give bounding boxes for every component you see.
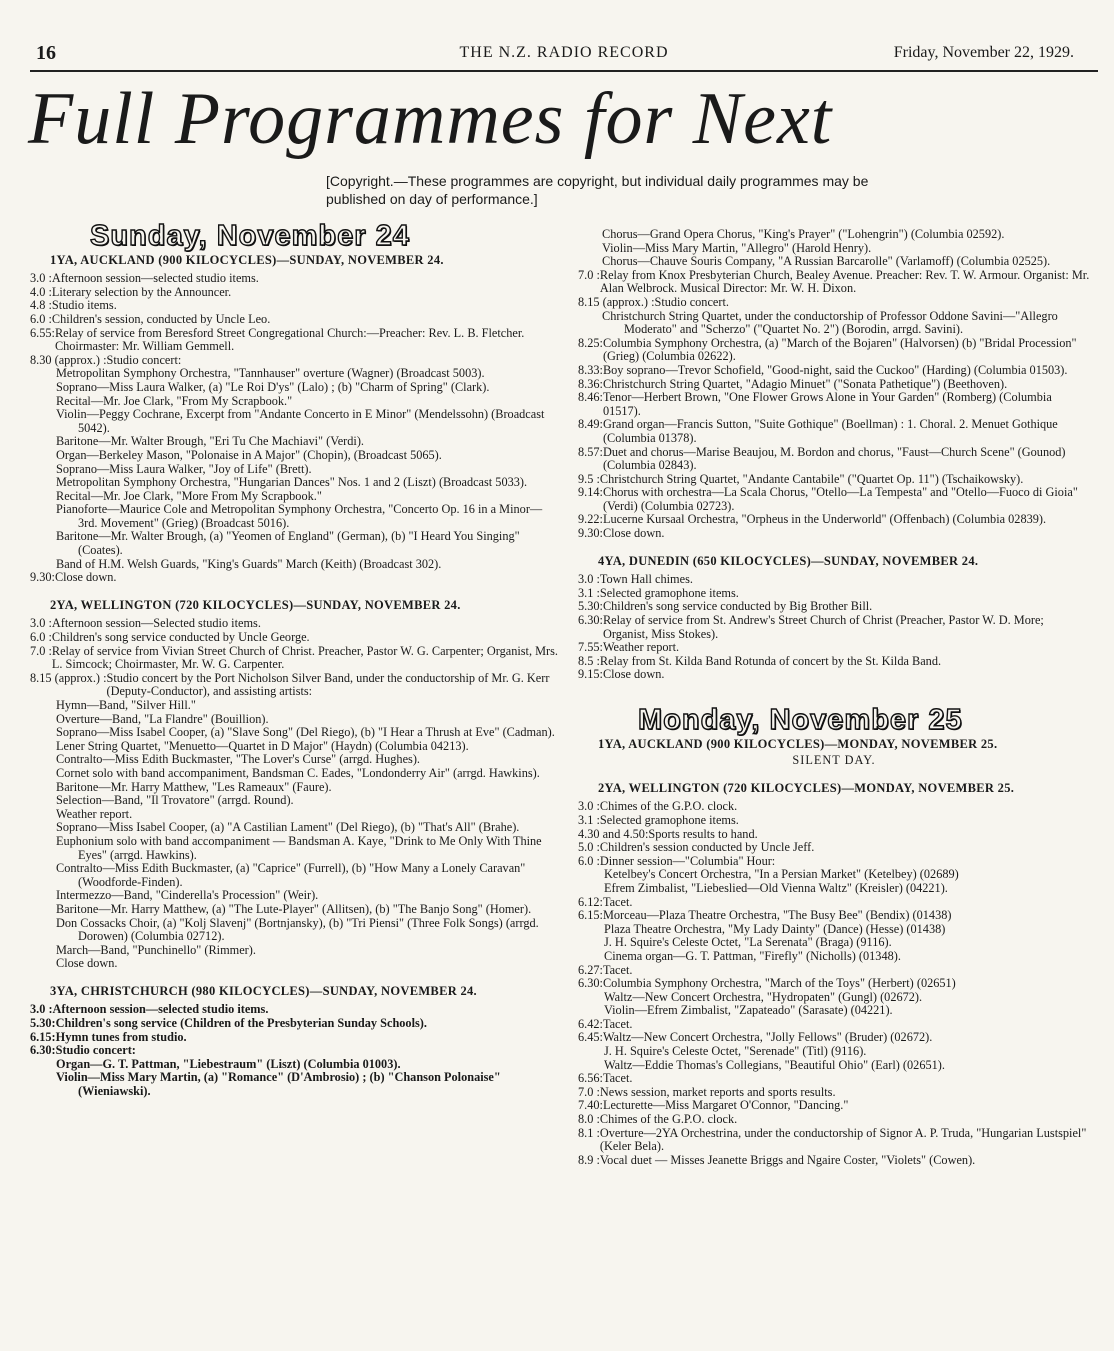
schedule-entry: 8.15 (approx.) : Studio concert. bbox=[578, 294, 729, 309]
schedule-entry: 6.30: Studio concert: bbox=[30, 1043, 136, 1058]
schedule-entry: 5.30: Children's song service (Children of the Presbyterian Sunday Schools). bbox=[30, 1016, 427, 1031]
programme-item: J. H. Squire's Celeste Octet, "Serenade" (Titl) (9116). bbox=[604, 1044, 867, 1059]
programme-item: Recital—Mr. Joe Clark, "More From My Scrapbook." bbox=[56, 488, 322, 503]
schedule-entry: 8.36: Christchurch String Quartet, "Adagio Minuet" ("Sonata Pathetique") (Beethoven). bbox=[578, 376, 1008, 391]
schedule-3ya-sunday-continued bbox=[578, 228, 1090, 541]
programme-item: Intermezzo—Band, "Cinderella's Procession" (Weir). bbox=[56, 888, 319, 903]
programme-item: Chorus—Chauve Souris Company, "A Russian Barcarolle" (Varlamoff) (Columbia 02525). bbox=[602, 254, 1051, 269]
schedule-entry: 8.9 : Vocal duet — Misses Jeanette Briggs and Ngaire Coster, "Violets" (Cowen). bbox=[578, 1152, 976, 1167]
schedule-entry: 8.57: Duet and chorus—Marise Beaujou, M. Bordon and chorus, "Faust—Church Scene" (Gounod) (Columbia 02843). bbox=[578, 444, 1066, 473]
programme-item: Euphonium solo with band accompaniment — Bandsman A. Kaye, "Drink to Me Only With Thine Eyes" (arrgd. Hawkins). bbox=[56, 833, 542, 862]
station-heading-3ya-sunday: 3YA, CHRISTCHURCH (980 KILOCYCLES)—SUNDAY, NOVEMBER 24. bbox=[50, 983, 477, 998]
schedule-entry: 3.0 : Town Hall chimes. bbox=[578, 572, 693, 587]
schedule-entry: 9.30: Close down. bbox=[30, 570, 117, 585]
schedule-entry: 6.0 : Children's song service conducted by Uncle George. bbox=[30, 630, 310, 645]
programme-item: Weather report. bbox=[56, 806, 133, 821]
schedule-entry: 8.33: Boy soprano—Trevor Schofield, "Good-night, said the Cuckoo" (Harding) (Columbia 01503). bbox=[578, 362, 1068, 377]
programme-item: Chorus—Grand Opera Chorus, "King's Prayer" ("Lohengrin") (Columbia 02592). bbox=[602, 227, 1005, 241]
schedule-2ya-sunday bbox=[30, 617, 560, 970]
programme-item: Metropolitan Symphony Orchestra, "Hungarian Dances" Nos. 1 and 2 (Liszt) (Broadcast 5033). bbox=[56, 475, 528, 490]
schedule-entry: 4.8 : Studio items. bbox=[30, 298, 117, 313]
schedule-entry: 9.5 : Christchurch String Quartet, "Andante Cantabile" ("Quartet Op. 11") (Tschaikowsky). bbox=[578, 471, 1024, 486]
schedule-4ya-sunday bbox=[578, 573, 1090, 682]
schedule-entry: 8.49: Grand organ—Francis Sutton, "Suite Gothique" (Boellman) : 1. Choral. 2. Menuet Gothique (Columbia 01378). bbox=[578, 417, 1058, 445]
programme-item: Baritone—Mr. Harry Matthew, (a) "The Lute-Player" (Allitsen), (b) "The Banjo Song" (Homer). bbox=[56, 901, 532, 916]
schedule-entry: 6.30: Relay of service from St. Andrew's Street Church of Christ (Preacher, Pastor W. D. More; Organist, Miss Stokes). bbox=[578, 613, 1044, 641]
programme-item: Cinema organ—G. T. Pattman, "Firefly" (Nicholls) (01348). bbox=[604, 948, 901, 963]
schedule-entry: 4.0 : Literary selection by the Announcer. bbox=[30, 284, 232, 299]
programme-item: Violin—Efrem Zimbalist, "Zapateado" (Sarasate) (04221). bbox=[604, 1003, 893, 1018]
programme-item: Baritone—Mr. Harry Matthew, "Les Rameaux" (Faure). bbox=[56, 779, 332, 794]
programme-item: Christchurch String Quartet, under the conductorship of Professor Oddone Savini—"Allegro Moderato" and "Scherzo" ("Quartet No. 2") (Borodin, arrgd. Savini). bbox=[602, 308, 1058, 337]
programme-item: Baritone—Mr. Walter Brough, "Eri Tu Che Machiavi" (Verdi). bbox=[56, 434, 365, 449]
schedule-entry: 9.14: Chorus with orchestra—La Scala Chorus, "Otello—La Tempesta" and "Otello—Fuoco di Gioia" (Verdi) (Columbia 02723). bbox=[578, 485, 1078, 513]
programme-item: Violin—Miss Mary Martin, (a) "Romance" (D'Ambrosio) ; (b) "Chanson Polonaise" (Wieniawski). bbox=[56, 1070, 501, 1099]
programme-item: Lener String Quartet, "Menuetto—Quartet in D Major" (Haydn) (Columbia 04213). bbox=[56, 738, 469, 753]
station-heading-2ya-sunday: 2YA, WELLINGTON (720 KILOCYCLES)—SUNDAY, NOVEMBER 24. bbox=[50, 597, 461, 612]
programme-item: Baritone—Mr. Walter Brough, (a) "Yeomen of England" (German), (b) "I Heard You Singing" (Coates). bbox=[56, 529, 520, 558]
schedule-entry: 3.0 : Afternoon session—Selected studio items. bbox=[30, 616, 261, 631]
programme-item: Waltz—New Concert Orchestra, "Hydropaten" (Gungl) (02672). bbox=[604, 989, 923, 1004]
schedule-entry: 8.46: Tenor—Herbert Brown, "One Flower Grows Alone in Your Garden" (Romberg) (Columbia 01517). bbox=[578, 390, 1052, 418]
programme-item: J. H. Squire's Celeste Octet, "La Serenata" (Braga) (9116). bbox=[604, 935, 892, 950]
schedule-entry: 5.30: Children's song service conducted by Big Brother Bill. bbox=[578, 599, 873, 614]
schedule-entry: 6.42: Tacet. bbox=[578, 1016, 633, 1031]
schedule-entry: 8.1 : Overture—2YA Orchestrina, under the conductorship of Signor A. P. Truda, "Hungarian Lustspiel" (Keler Bela). bbox=[578, 1125, 1087, 1154]
programme-item: Violin—Peggy Cochrane, Excerpt from "Andante Concerto in E Minor" (Mendelssohn) (Broadcast 5042). bbox=[56, 407, 545, 435]
programme-item: Band of H.M. Welsh Guards, "King's Guards" March (Keith) (Broadcast 302). bbox=[56, 556, 442, 571]
programme-item: Soprano—Miss Laura Walker, "Joy of Life" (Brett). bbox=[56, 461, 312, 476]
schedule-entry: 6.45: Waltz—New Concert Orchestra, "Jolly Fellows" (Bruder) (02672). bbox=[578, 1030, 933, 1045]
sunday-title: Sunday, November 24 bbox=[90, 220, 410, 252]
programme-item: Recital—Mr. Joe Clark, "From My Scrapbook." bbox=[56, 393, 293, 408]
right-column bbox=[578, 228, 1090, 1167]
schedule-entry: 3.1 : Selected gramophone items. bbox=[578, 585, 739, 600]
programme-item: Overture—Band, "La Flandre" (Bouillion). bbox=[56, 711, 269, 726]
schedule-entry: 8.0 : Chimes of the G.P.O. clock. bbox=[578, 1112, 738, 1127]
schedule-entry: 7.0 : Relay of service from Vivian Street Church of Christ. Preacher, Pastor W. G. Carpenter; Organist, Mrs. L. Simcock; Choirmaster, Mr. W. G. Carpenter. bbox=[30, 643, 559, 672]
masthead bbox=[30, 42, 1098, 72]
schedule-entry: 7.0 : Relay from Knox Presbyterian Church, Bealey Avenue. Preacher: Rev. T. W. Armour. Organist: Mr. Alan Welbrock. Musical Director: Mr. W. H. Dixon. bbox=[578, 267, 1090, 296]
schedule-entry: 8.25: Columbia Symphony Orchestra, (a) "March of the Bojaren" (Halvorsen) (b) "Bridal Procession" (Grieg) (Columbia 02622). bbox=[578, 335, 1077, 364]
issue-date: Friday, November 22, 1929. bbox=[893, 44, 1074, 61]
programme-item: Metropolitan Symphony Orchestra, "Tannhauser" overture (Wagner) (Broadcast 5003). bbox=[56, 366, 485, 381]
station-heading-1ya-monday: 1YA, AUCKLAND (900 KILOCYCLES)—MONDAY, NOVEMBER 25. bbox=[598, 736, 998, 751]
programme-item: Contralto—Miss Edith Buckmaster, (a) "Caprice" (Furrell), (b) "How Many a Lonely Caravan" (Woodforde-Finden). bbox=[56, 861, 526, 889]
programme-item: Efrem Zimbalist, "Liebeslied—Old Vienna Waltz" (Kreisler) (04221). bbox=[604, 880, 948, 895]
programme-item: Organ—Berkeley Mason, "Polonaise in A Major" (Chopin), (Broadcast 5065). bbox=[56, 447, 442, 462]
schedule-3ya-sunday bbox=[30, 1003, 560, 1098]
programme-item: Soprano—Miss Isabel Cooper, (a) "A Castilian Lament" (Del Riego), (b) "That's All" (Brahe). bbox=[56, 820, 520, 835]
schedule-entry: 9.15: Close down. bbox=[578, 667, 665, 682]
programme-item: Selection—Band, "Il Trovatore" (arrgd. Round). bbox=[56, 793, 294, 808]
schedule-entry: 7.40: Lecturette—Miss Margaret O'Connor, "Dancing." bbox=[578, 1098, 849, 1113]
schedule-entry: 4.30 and 4.50: Sports results to hand. bbox=[578, 826, 758, 841]
programme-item: Waltz—Eddie Thomas's Collegians, "Beautiful Ohio" (Earl) (02651). bbox=[604, 1057, 945, 1072]
publication-title: THE N.Z. RADIO RECORD bbox=[459, 44, 669, 61]
left-column bbox=[30, 220, 560, 1099]
schedule-entry: 3.1 : Selected gramophone items. bbox=[578, 812, 739, 827]
programme-item: Plaza Theatre Orchestra, "My Lady Dainty" (Dance) (Hesse) (01438) bbox=[604, 921, 946, 936]
schedule-1ya-sunday bbox=[30, 272, 560, 585]
programme-item: Contralto—Miss Edith Buckmaster, "The Lover's Curse" (arrgd. Hughes). bbox=[56, 752, 420, 767]
station-heading-4ya-sunday: 4YA, DUNEDIN (650 KILOCYCLES)—SUNDAY, NOVEMBER 24. bbox=[598, 553, 979, 568]
schedule-entry: 7.0 : News session, market reports and sports results. bbox=[578, 1084, 836, 1099]
schedule-entry: 6.12: Tacet. bbox=[578, 894, 633, 909]
schedule-entry: 9.22: Lucerne Kursaal Orchestra, "Orpheus in the Underworld" (Offenbach) (Columbia 02839). bbox=[578, 512, 1047, 527]
schedule-entry: 3.0 : Afternoon session—selected studio items. bbox=[30, 271, 259, 286]
programme-item: Organ—G. T. Pattman, "Liebestraum" (Liszt) (Columbia 01003). bbox=[56, 1056, 401, 1071]
copyright-notice: [Copyright.—These programmes are copyright, but individual daily programmes may be published on day of performance.] bbox=[326, 173, 869, 207]
programme-item: Violin—Miss Mary Martin, "Allegro" (Harold Henry). bbox=[602, 240, 872, 255]
schedule-entry: 3.0 : Chimes of the G.P.O. clock. bbox=[578, 799, 738, 814]
programme-item: Soprano—Miss Isabel Cooper, (a) "Slave Song" (Del Riego), (b) "I Hear a Thrush at Eve" (Cadman). bbox=[56, 725, 555, 740]
page-number: 16 bbox=[36, 42, 56, 64]
station-heading-2ya-monday: 2YA, WELLINGTON (720 KILOCYCLES)—MONDAY, NOVEMBER 25. bbox=[598, 780, 1015, 795]
schedule-entry: 8.30 (approx.) : Studio concert: bbox=[30, 352, 182, 367]
schedule-entry: 6.15: Morceau—Plaza Theatre Orchestra, "The Busy Bee" (Bendix) (01438) bbox=[578, 908, 952, 923]
page-headline: Full Programmes for Next bbox=[28, 78, 833, 160]
programme-item: Ketelbey's Concert Orchestra, "In a Persian Market" (Ketelbey) (02689) bbox=[604, 867, 959, 882]
schedule-entry: 6.15: Hymn tunes from studio. bbox=[30, 1029, 187, 1044]
programme-item: Don Cossacks Choir, (a) "Kolj Slavenj" (Bortnjansky), (b) "Tri Piensi" (Three Folk Songs) (arrgd. Dorowen) (Columbia 02712). bbox=[56, 915, 539, 944]
schedule-entry: 6.0 : Children's session, conducted by Uncle Leo. bbox=[30, 311, 271, 326]
programme-item: Pianoforte—Maurice Cole and Metropolitan Symphony Orchestra, "Concerto Op. 16 in a Minor—3rd. Movement" (Grieg) (Broadcast 5016). bbox=[56, 502, 543, 530]
schedule-entry: 7.55: Weather report. bbox=[578, 640, 680, 655]
programme-item: March—Band, "Punchinello" (Rimmer). bbox=[56, 942, 256, 957]
schedule-entry: 6.27: Tacet. bbox=[578, 962, 633, 977]
monday-title: Monday, November 25 bbox=[638, 704, 963, 736]
programme-item: Soprano—Miss Laura Walker, (a) "Le Roi D'ys" (Lalo) ; (b) "Charm of Spring" (Clark). bbox=[56, 379, 490, 394]
schedule-entry: 8.5 : Relay from St. Kilda Band Rotunda of concert by the St. Kilda Band. bbox=[578, 653, 942, 668]
schedule-entry: 5.0 : Children's session conducted by Uncle Jeff. bbox=[578, 840, 815, 855]
schedule-entry: 6.30: Columbia Symphony Orchestra, "March of the Toys" (Herbert) (02651) bbox=[578, 976, 956, 991]
schedule-entry: 6.55: Relay of service from Beresford Street Congregational Church:—Preacher: Rev. L. B. Fletcher. Choirmaster: Mr. William Gemmell. bbox=[30, 325, 525, 354]
schedule-2ya-monday bbox=[578, 800, 1090, 1167]
programme-item: Close down. bbox=[56, 956, 118, 971]
programme-item: Cornet solo with band accompaniment, Bandsman C. Eades, "Londonderry Air" (arrgd. Hawkins). bbox=[56, 765, 540, 780]
schedule-entry: 9.30: Close down. bbox=[578, 526, 665, 541]
schedule-entry: 6.56: Tacet. bbox=[578, 1071, 633, 1086]
schedule-entry: 8.15 (approx.) : Studio concert by the Port Nicholson Silver Band, under the conductorship of Mr. G. Kerr (Deputy-Conductor), and assisting artists: bbox=[30, 670, 550, 699]
programme-item: Hymn—Band, "Silver Hill." bbox=[56, 698, 196, 712]
schedule-entry: 6.0 : Dinner session—"Columbia" Hour: bbox=[578, 853, 776, 868]
station-heading-1ya-sunday: 1YA, AUCKLAND (900 KILOCYCLES)—SUNDAY, NOVEMBER 24. bbox=[50, 252, 444, 267]
silent-day-note: SILENT DAY. bbox=[792, 753, 876, 768]
schedule-entry: 3.0 : Afternoon session—selected studio items. bbox=[30, 1002, 269, 1017]
